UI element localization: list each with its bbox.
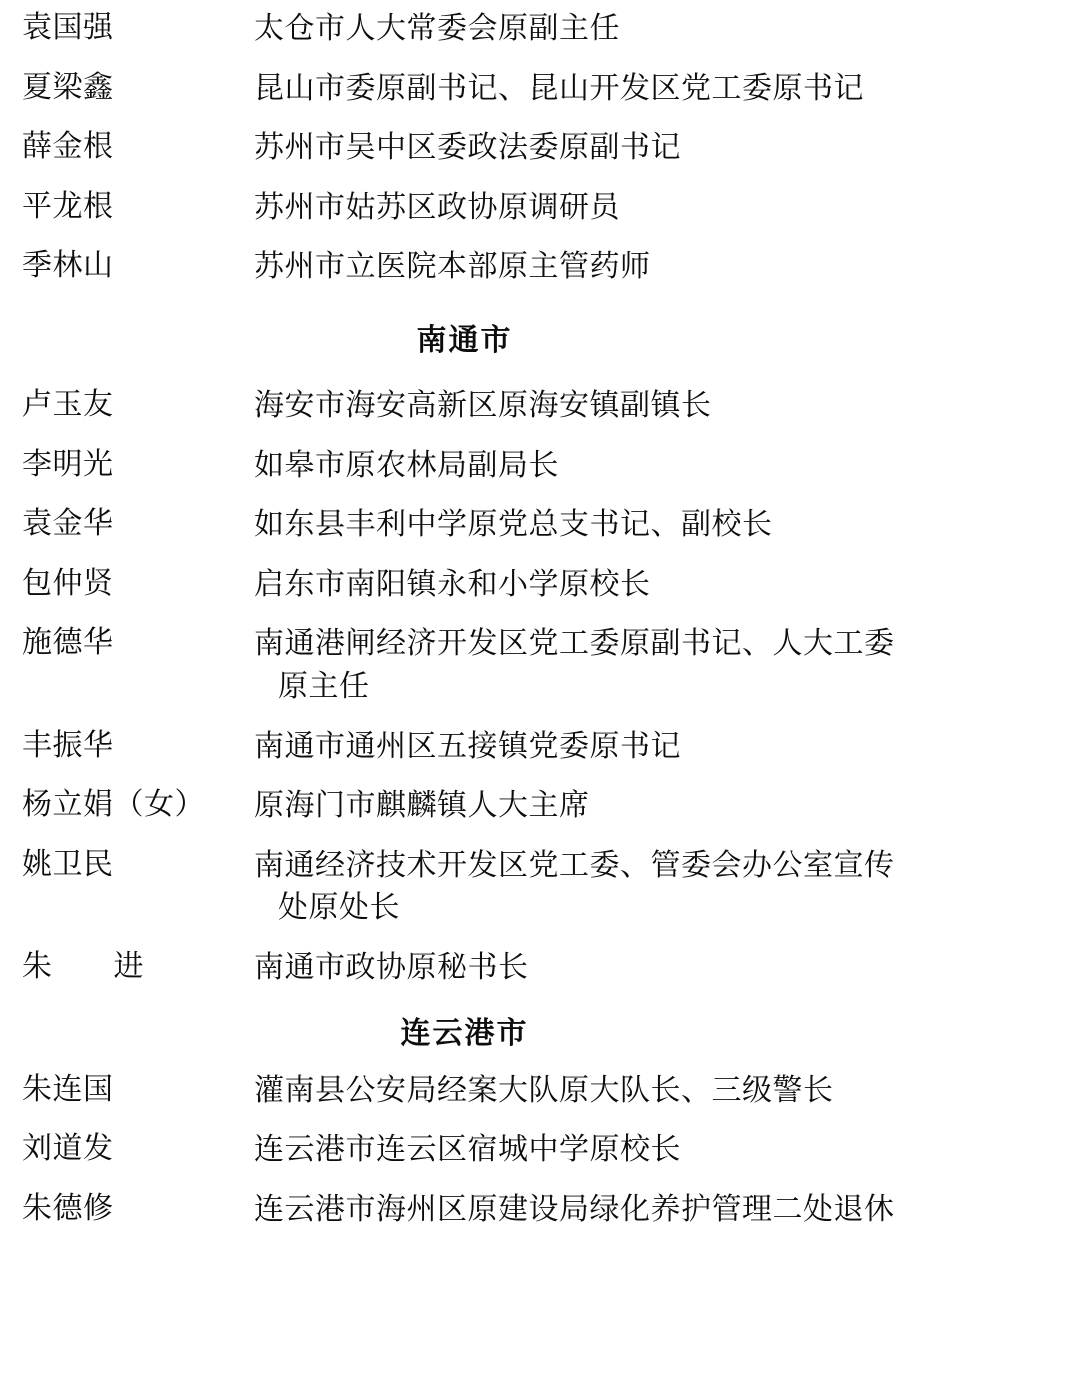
person-name: 朱德修: [22, 1190, 114, 1226]
person-position: 苏州市吴中区委政法委原副书记: [254, 130, 681, 166]
person-position: 南通市通州区五接镇党委原书记: [254, 728, 681, 764]
person-position: 启东市南阳镇永和小学原校长: [254, 566, 651, 602]
person-position: 原海门市麒麟镇人大主席: [254, 788, 590, 824]
person-position: 海安市海安高新区原海安镇副镇长: [254, 387, 712, 423]
list-item: [22, 127, 1037, 170]
list-item: [22, 8, 1037, 51]
list-item: [22, 845, 1037, 930]
list-item: [22, 785, 1037, 828]
person-name: 刘道发: [22, 1131, 114, 1167]
person-position: 昆山市委原副书记、昆山开发区党工委原书记: [254, 70, 864, 106]
person-name: 薛金根: [22, 129, 114, 165]
person-name: 朱连国: [22, 1071, 114, 1107]
person-position: 灌南县公安局经案大队原大队长、三级警长: [254, 1072, 834, 1108]
person-position: 如皋市原农林局副局长: [254, 447, 559, 483]
person-position: 苏州市姑苏区政协原调研员: [254, 189, 620, 225]
person-position: 太仓市人大常委会原副主任: [254, 11, 620, 46]
list-item: [22, 1189, 1037, 1232]
list-item: [22, 385, 1037, 428]
list-item: [22, 187, 1037, 230]
person-name: 施德华: [22, 625, 114, 661]
section-heading-lianyungang: 连云港市: [400, 1015, 529, 1051]
person-name: 杨立娟（女）: [22, 787, 205, 823]
list-item: [22, 1129, 1037, 1172]
person-position: 连云港市连云区宿城中学原校长: [254, 1132, 681, 1168]
person-name: 李明光: [22, 446, 114, 482]
person-position: 南通港闸经济开发区党工委原副书记、人大工委 原主任: [254, 623, 1037, 708]
person-position: 如东县丰利中学原党总支书记、副校长: [254, 507, 773, 543]
person-name: 卢玉友: [22, 386, 114, 422]
person-position: 苏州市立医院本部原主管药师: [254, 249, 651, 285]
person-position: 南通经济技术开发区党工委、管委会办公室宣传 处原处长: [254, 845, 1037, 930]
list-item: [22, 445, 1037, 488]
person-name: 丰振华: [22, 727, 114, 763]
list-item: [22, 504, 1037, 547]
section-heading-nantong: 南通市: [416, 322, 513, 358]
list-item: [22, 623, 1037, 708]
list-item: [22, 246, 1037, 289]
person-name: 袁国强: [22, 10, 114, 45]
person-name: 包仲贤: [22, 565, 114, 601]
list-item: [22, 564, 1037, 607]
person-position-continuation: 原主任: [278, 668, 370, 704]
list-item: [22, 68, 1037, 111]
person-name: 夏梁鑫: [22, 69, 114, 105]
list-item: [22, 726, 1037, 769]
list-item: [22, 1070, 1037, 1113]
person-name: 姚卫民: [22, 846, 114, 882]
person-name: 朱 进: [22, 948, 144, 984]
person-name: 袁金华: [22, 506, 114, 542]
person-name: 季林山: [22, 248, 114, 284]
person-position-continuation: 处原处长: [278, 890, 400, 926]
list-item: [22, 947, 1037, 990]
person-position: 南通市政协原秘书长: [254, 949, 529, 985]
person-name: 平龙根: [22, 188, 114, 224]
person-position: 连云港市海州区原建设局绿化养护管理二处退休: [254, 1191, 895, 1227]
